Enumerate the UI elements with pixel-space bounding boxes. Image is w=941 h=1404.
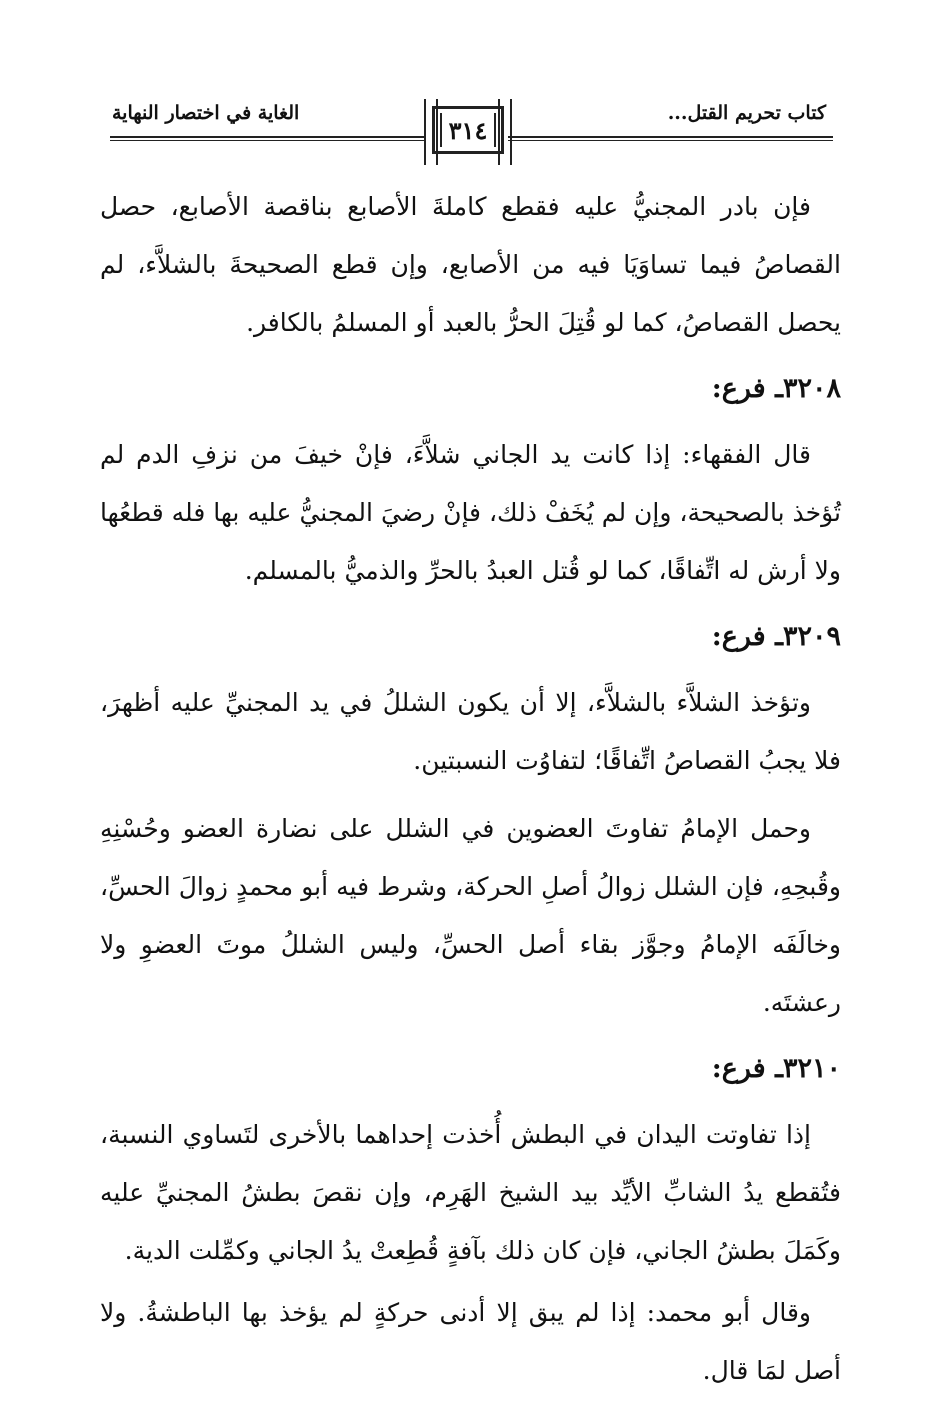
section-heading: ٣٢٠٩ـ فرع: [711,621,841,652]
paragraph: إذا تفاوتت اليدان في البطش أُخذت إحداهما بالأخرى لتَساوي النسبة، فتُقطع يدُ الشابِّ الأيِّد بيد الشيخ الهَرِم، وإن نقصَ بطشُ المجنيِّ عليه وكَمَلَ بطشُ الجاني، فإن كان ذلك بآفةٍ قُطِعتْ يدُ الجاني وكمِّلت الدية. [100,1120,841,1265]
chapter-title: كتاب تحريم القتل... [667,102,826,124]
paragraph: وقال أبو محمد: إذا لم يبق إلا أدنى حركةٍ لم يؤخذ بها الباطشةُ. ولا أصل لمَا قال. [100,1298,841,1385]
main-text [100,178,841,1404]
page-number: ٣١٤ [440,113,496,147]
header-rule-left [110,136,425,138]
paragraph: قال الفقهاء: إذا كانت يد الجاني شلاَّءَ، فإنْ خيفَ من نزفِ الدم لم تُؤخذ بالصحيحة، وإن لم يُخَفْ ذلك، فإنْ رضيَ المجنيُّ عليه بها فله قطعُها ولا أرش له اتِّفاقًا، كما لو قُتل العبدُ بالحرِّ والذميُّ بالمسلم. [100,440,841,585]
paragraph: فإن بادر المجنيُّ عليه فقطع كاملةَ الأصابع بناقصة الأصابع، حصل القصاصُ فيما تساوَيَا فيه من الأصابع، وإن قطع الصحيحةَ بالشلاَّء، لم يحصل القصاصُ، كما لو قُتِلَ الحرُّ بالعبد أو المسلمُ بالكافر. [100,192,841,337]
section-heading: ٣٢٠٨ـ فرع: [711,373,841,404]
paragraph: وحمل الإمامُ تفاوتَ العضوين في الشلل على نضارة العضو وحُسْنِهِ وقُبحِهِ، فإن الشلل زوالُ أصلِ الحركة، وشرط فيه أبو محمدٍ زوالَ الحسِّ، وخالَفَه الإمامُ وجوَّز بقاء أصل الحسِّ، وليس الشللُ موتَ العضوِ ولا رعشتَه. [100,814,841,1017]
book-title: الغاية في اختصار النهاية [112,102,300,124]
header-rule-right [508,136,833,138]
section-heading: ٣٢١٠ـ فرع: [711,1053,841,1084]
header-rule-right-thin [508,140,833,141]
paragraph: وتؤخذ الشلاَّء بالشلاَّء، إلا أن يكون الشللُ في يد المجنيِّ عليه أظهرَ، فلا يجبُ القصاصُ اتِّفاقًا؛ لتفاوُت النسبتين. [100,688,841,775]
page-number-frame [432,106,504,154]
header-rule-left-thin [110,140,425,141]
frame-ornament-right [498,99,512,165]
frame-ornament-left [424,99,438,165]
